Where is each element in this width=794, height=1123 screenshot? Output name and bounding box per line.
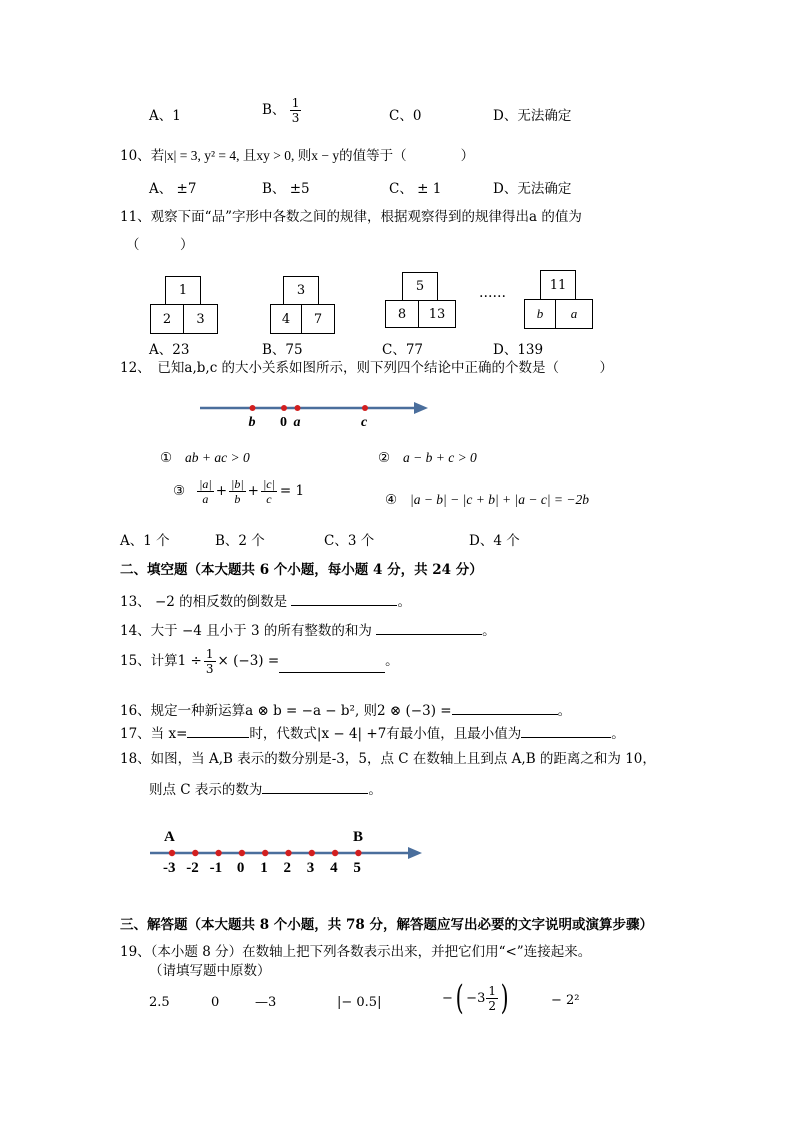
q11-ellipsis: …… bbox=[479, 285, 506, 301]
fraction-denominator: c bbox=[266, 492, 272, 506]
q18-tick-label: 2 bbox=[283, 860, 291, 876]
q11-fig3-left: 8 bbox=[385, 300, 419, 328]
q9-option-b-prefix: B、 bbox=[262, 101, 286, 118]
q18-tick-label: 3 bbox=[306, 860, 315, 876]
q18-tick-dot bbox=[332, 850, 338, 856]
q12-stem: 12、 已知a,b,c 的大小关系如图所示，则下列四个结论中正确的个数是（ ） bbox=[120, 360, 614, 376]
q11-fig1-left: 2 bbox=[150, 304, 184, 334]
q18-tick-dot bbox=[169, 850, 175, 856]
q11-fig2-left: 4 bbox=[270, 304, 302, 334]
q19-number-1: 2.5 bbox=[149, 995, 170, 1010]
q18-label-a: A bbox=[164, 829, 175, 845]
q12-point-label-zero: 0 bbox=[280, 415, 287, 430]
q11-fig3-top: 5 bbox=[402, 272, 438, 301]
q19-n5-paren-open: ( bbox=[455, 978, 464, 1018]
q18-tick-dot bbox=[215, 850, 221, 856]
q19-line2: （请填写题中原数） bbox=[149, 963, 271, 979]
q19-n5-paren-close: ) bbox=[500, 978, 509, 1018]
fraction-numerator: 1 bbox=[205, 647, 214, 661]
section-3-heading: 三、解答题（本大题共 8 个小题，共 78 分，解答题应写出必要的文字说明或演算步骤） bbox=[120, 917, 653, 933]
fraction-denominator: 2 bbox=[488, 999, 496, 1014]
fraction-denominator: 3 bbox=[205, 662, 214, 676]
q14-text: 14、大于 −4 且小于 3 的所有整数的和为 bbox=[120, 623, 372, 639]
q17-middle: 时，代数式|x − 4| +7有最小值，且最小值为 bbox=[249, 726, 522, 742]
q18-line2-text: 则点 C 表示的数为 bbox=[149, 782, 263, 798]
q19-number-3: —3 bbox=[255, 995, 277, 1010]
q11-fig2-top: 3 bbox=[283, 276, 319, 305]
q18-tick-label: 0 bbox=[236, 860, 245, 876]
q18-tick-dot bbox=[309, 850, 315, 856]
q9-option-d: D、无法确定 bbox=[493, 108, 572, 124]
q10-option-d: D、无法确定 bbox=[493, 181, 572, 197]
q19-number-5 bbox=[442, 978, 511, 1018]
q18-tick-label: 5 bbox=[353, 860, 361, 876]
q11-fig4-right: a bbox=[555, 299, 593, 329]
q12-conclusion-3: ③ $\frac{|a|}{a}$ + $\frac{|b|}{b}$ + $\frac{|c|}{c}$ = 1 bbox=[173, 477, 305, 506]
q13-end: 。 bbox=[397, 594, 411, 610]
q15-suffix: × (−3) = bbox=[217, 652, 280, 669]
q11-fig1-right: 3 bbox=[183, 304, 218, 334]
q12-conclusion-2-text: a − b + c > 0 bbox=[402, 450, 477, 465]
fraction-numerator: |a| bbox=[199, 477, 212, 491]
q17-prefix: 17、当 x= bbox=[120, 726, 188, 742]
q12-point-label-c: c bbox=[361, 415, 368, 430]
fraction-numerator: |c| bbox=[262, 477, 275, 491]
q10-number: 10、 bbox=[120, 148, 151, 164]
q9-option-c: C、0 bbox=[389, 108, 422, 124]
q18-tick-label: -1 bbox=[209, 860, 223, 876]
q12-option-c: C、3 个 bbox=[324, 533, 375, 549]
q17-end: 。 bbox=[611, 726, 625, 742]
q14-end: 。 bbox=[482, 623, 496, 639]
q12-point-label-b: b bbox=[248, 415, 256, 430]
q18-tick-dot bbox=[192, 850, 198, 856]
q19-number-6: − 2² bbox=[551, 993, 580, 1008]
q12-conclusion-1-text: ab + ac > 0 bbox=[184, 450, 250, 465]
circled-2: ② bbox=[378, 450, 391, 466]
q18-tick-label: -2 bbox=[186, 860, 199, 876]
q10-option-b: B、 ±5 bbox=[262, 181, 310, 197]
q16-text: 16、规定一种新运算a ⊗ b = −a − b², 则2 ⊗ (−3) = bbox=[120, 703, 452, 719]
q12-point-label-a: a bbox=[293, 415, 301, 430]
q19-number-2: 0 bbox=[211, 995, 220, 1010]
q18-end: 。 bbox=[368, 782, 382, 798]
q15-prefix: 15、计算1 ÷ bbox=[120, 652, 202, 669]
fraction-numerator: 1 bbox=[488, 984, 496, 999]
q15-end: 。 bbox=[385, 652, 399, 669]
q10-stem-text: 若|x| = 3, y² = 4, 且xy > 0, 则x − y的值等于（ ） bbox=[150, 148, 475, 163]
q16-end: 。 bbox=[557, 703, 572, 719]
q12-option-d: D、4 个 bbox=[469, 533, 520, 549]
fraction-denominator: 3 bbox=[291, 111, 300, 125]
q19-n5-fraction bbox=[486, 985, 498, 1012]
q13-text: 13、 −2 的相反数的倒数是 bbox=[120, 594, 288, 610]
q18-tick-label: 4 bbox=[330, 860, 338, 876]
q10-option-c: C、 ± 1 bbox=[389, 181, 442, 197]
q18-tick-dot bbox=[262, 850, 268, 856]
q10-option-a: A、 ±7 bbox=[149, 181, 197, 197]
q18-label-b: B bbox=[353, 829, 364, 845]
q11-option-a: A、23 bbox=[149, 342, 190, 358]
q11-fig2-right: 7 bbox=[301, 304, 335, 334]
q11-fig3-right: 13 bbox=[418, 300, 456, 328]
fraction-numerator: 1 bbox=[291, 96, 300, 110]
fraction-denominator: b bbox=[234, 492, 241, 506]
q11-stem-line2: （ ） bbox=[126, 237, 194, 253]
q18-tick-label: 1 bbox=[260, 860, 268, 876]
circled-3: ③ bbox=[173, 482, 186, 499]
q12-conclusion-4-text: |a − b| − |c + b| + |a − c| = −2b bbox=[409, 492, 590, 507]
section-2-heading: 二、填空题（本大题共 6 个小题，每小题 4 分，共 24 分） bbox=[120, 562, 483, 578]
q18-tick-dot bbox=[355, 850, 361, 856]
q9-option-a: A、1 bbox=[149, 108, 181, 124]
circled-1: ① bbox=[160, 450, 173, 466]
q12-option-a: A、1 个 bbox=[120, 533, 170, 549]
q18-tick-dot bbox=[239, 850, 245, 856]
q12-c3-rhs: = 1 bbox=[279, 482, 305, 499]
q18-tick-dot bbox=[285, 850, 291, 856]
fraction-numerator: |b| bbox=[231, 477, 244, 491]
q18-line1: 18、如图，当 A,B 表示的数分别是-3，5，点 C 在数轴上且到点 A,B 的距离之和为 10， bbox=[120, 751, 656, 767]
q11-option-c: C、77 bbox=[382, 342, 424, 358]
q11-option-b: B、75 bbox=[262, 342, 303, 358]
q11-option-d: D、139 bbox=[493, 342, 544, 358]
q18-tick-label: -3 bbox=[163, 860, 176, 876]
q19-line1: 19、（本小题 8 分）在数轴上把下列各数表示出来，并把它们用“<”连接起来。 bbox=[120, 944, 592, 960]
circled-4: ④ bbox=[385, 492, 398, 508]
fraction-denominator: a bbox=[202, 492, 209, 506]
q11-fig1-top: 1 bbox=[165, 276, 201, 305]
q11-fig4-left: b bbox=[524, 299, 556, 329]
q19-n5-integer: −3 bbox=[466, 991, 486, 1007]
q19-number-4: |− 0.5| bbox=[337, 995, 382, 1010]
q11-fig4-top: 11 bbox=[540, 270, 576, 300]
q12-option-b: B、2 个 bbox=[215, 533, 265, 549]
q18-axis-arrow bbox=[408, 847, 422, 859]
q19-n5-sign: − bbox=[442, 991, 453, 1007]
q11-stem-line1: 11、观察下面“品”字形中各数之间的规律，根据观察得到的规律得出a 的值为 bbox=[120, 209, 582, 225]
